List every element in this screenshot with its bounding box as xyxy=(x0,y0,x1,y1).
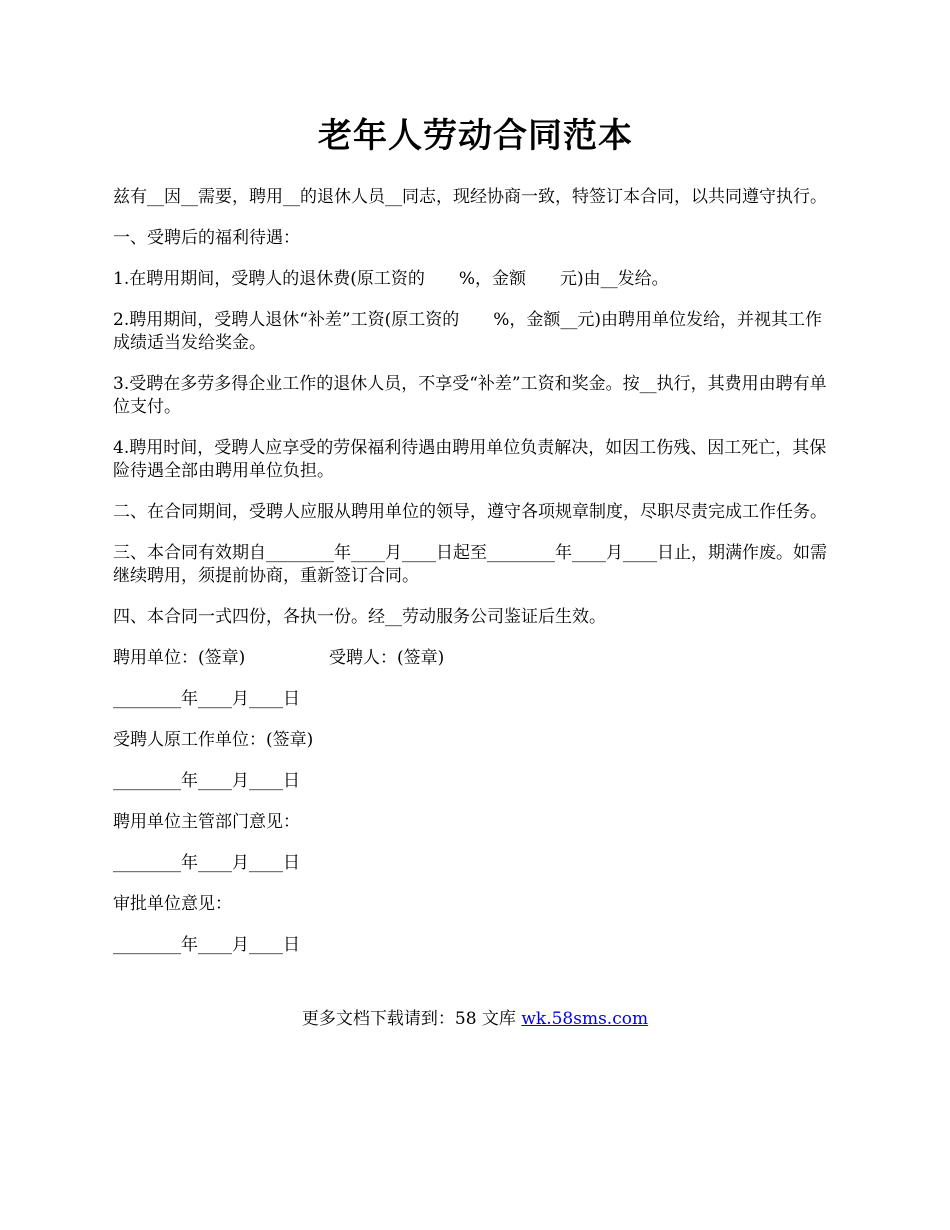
section3-paragraph: 三、本合同有效期自________年____月____日起至________年____月____日止，期满作废。如需继续聘用，须提前协商，重新签订合同。 xyxy=(113,543,827,586)
date-line-1: ________年____月____日 xyxy=(113,689,300,709)
supervisor-opinion-label: 聘用单位主管部门意见： xyxy=(113,812,300,832)
item2-paragraph: 2.聘用期间，受聘人退休“补差”工资(原工资的 %，金额__元)由聘用单位发给，并视其工作成绩适当发给奖金。 xyxy=(113,310,823,353)
date-line-2: ________年____月____日 xyxy=(113,771,300,791)
intro-paragraph: 兹有__因__需要，聘用__的退休人员__同志，现经协商一致，特签订本合同，以共同遵守执行。 xyxy=(113,187,827,207)
item1-paragraph: 1.在聘用期间，受聘人的退休费(原工资的 %，金额 元)由__发给。 xyxy=(113,269,669,289)
section2-paragraph: 二、在合同期间，受聘人应服从聘用单位的领导，遵守各项规章制度，尽职尽责完成工作任务。 xyxy=(113,502,827,522)
section4-paragraph: 四、本合同一式四份，各执一份。经__劳动服务公司鉴证后生效。 xyxy=(113,607,606,627)
footer-link[interactable]: wk.58sms.com xyxy=(521,1009,649,1029)
employee-signature-label: 受聘人：(签章) xyxy=(329,648,445,668)
section1-heading: 一、受聘后的福利待遇： xyxy=(113,228,300,248)
footer-prefix: 更多文档下载请到：58 文库 xyxy=(301,1009,522,1029)
employer-signature-label: 聘用单位：(签章) xyxy=(113,648,246,668)
document-title: 老年人劳动合同范本 xyxy=(318,116,633,156)
date-line-4: ________年____月____日 xyxy=(113,935,300,955)
approval-opinion-label: 审批单位意见： xyxy=(113,894,232,914)
item4-paragraph: 4.聘用时间，受聘人应享受的劳保福利待遇由聘用单位负责解决，如因工伤残、因工死亡，其保险待遇全部由聘用单位负担。 xyxy=(113,438,827,481)
original-unit-signature-label: 受聘人原工作单位：(签章) xyxy=(113,730,314,750)
date-line-3: ________年____月____日 xyxy=(113,853,300,873)
signature-row xyxy=(113,647,838,670)
footer xyxy=(0,1008,950,1031)
item3-paragraph: 3.受聘在多劳多得企业工作的退休人员，不享受“补差”工资和奖金。按__执行，其费用由聘有单位支付。 xyxy=(113,374,827,417)
